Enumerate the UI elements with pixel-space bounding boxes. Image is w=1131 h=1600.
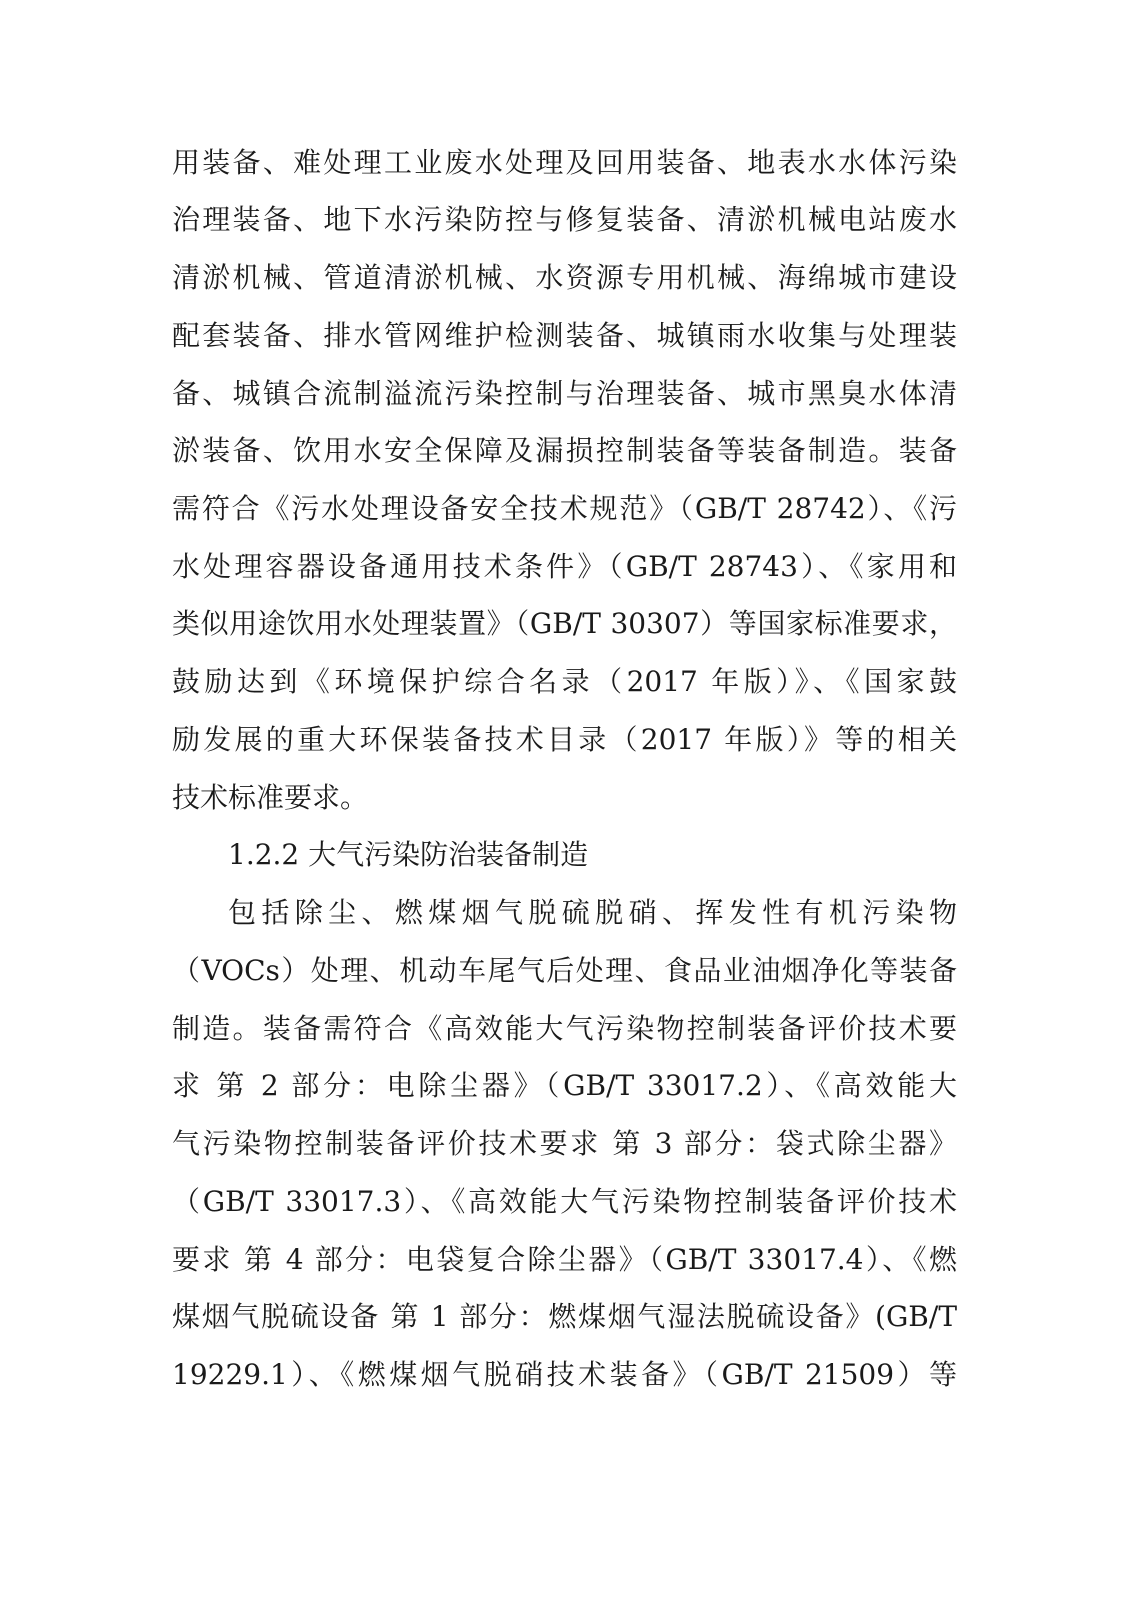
- text-line: 鼓励达到《环境保护综合名录（2017 年版）》、《国家鼓: [172, 665, 957, 698]
- text-line: 制造。装备需符合《高效能大气污染物控制装备评价技术要: [172, 1012, 957, 1045]
- text-line: 需符合《污水处理设备安全技术规范》（GB/T 28742）、《污: [172, 492, 957, 525]
- text-line: 用装备、难处理工业废水处理及回用装备、地表水水体污染: [172, 146, 957, 179]
- text-line: 淤装备、饮用水安全保障及漏损控制装备等装备制造。装备: [172, 434, 957, 467]
- text-line: （GB/T 33017.3）、《高效能大气污染物控制装备评价技术: [172, 1185, 957, 1218]
- section-heading: 1.2.2 大气污染防治装备制造: [228, 838, 589, 871]
- text-line: 气污染物控制装备评价技术要求 第 3 部分：袋式除尘器》: [172, 1127, 957, 1160]
- text-line: 包括除尘、燃煤烟气脱硫脱硝、挥发性有机污染物: [228, 896, 957, 929]
- text-line: 治理装备、地下水污染防控与修复装备、清淤机械电站废水: [172, 203, 957, 236]
- text-line: 配套装备、排水管网维护检测装备、城镇雨水收集与处理装: [172, 319, 957, 352]
- text-line: 励发展的重大环保装备技术目录（2017 年版）》等的相关: [172, 723, 957, 756]
- text-line: 水处理容器设备通用技术条件》（GB/T 28743）、《家用和: [172, 550, 957, 583]
- text-line: 要求 第 4 部分：电袋复合除尘器》（GB/T 33017.4）、《燃: [172, 1243, 957, 1276]
- text-line: 清淤机械、管道清淤机械、水资源专用机械、海绵城市建设: [172, 261, 957, 294]
- text-line: 技术标准要求。: [172, 781, 369, 814]
- text-line: （VOCs）处理、机动车尾气后处理、食品业油烟净化等装备: [172, 954, 957, 987]
- text-line: 19229.1）、《燃煤烟气脱硝技术装备》（GB/T 21509）等: [172, 1358, 957, 1391]
- text-line: 类似用途饮用水处理装置》（GB/T 30307）等国家标准要求，: [172, 607, 957, 640]
- text-line: 煤烟气脱硫设备 第 1 部分：燃煤烟气湿法脱硫设备》(GB/T: [172, 1300, 957, 1333]
- text-line: 求 第 2 部分：电除尘器》（GB/T 33017.2）、《高效能大: [172, 1069, 957, 1102]
- text-line: 备、城镇合流制溢流污染控制与治理装备、城市黑臭水体清: [172, 377, 957, 410]
